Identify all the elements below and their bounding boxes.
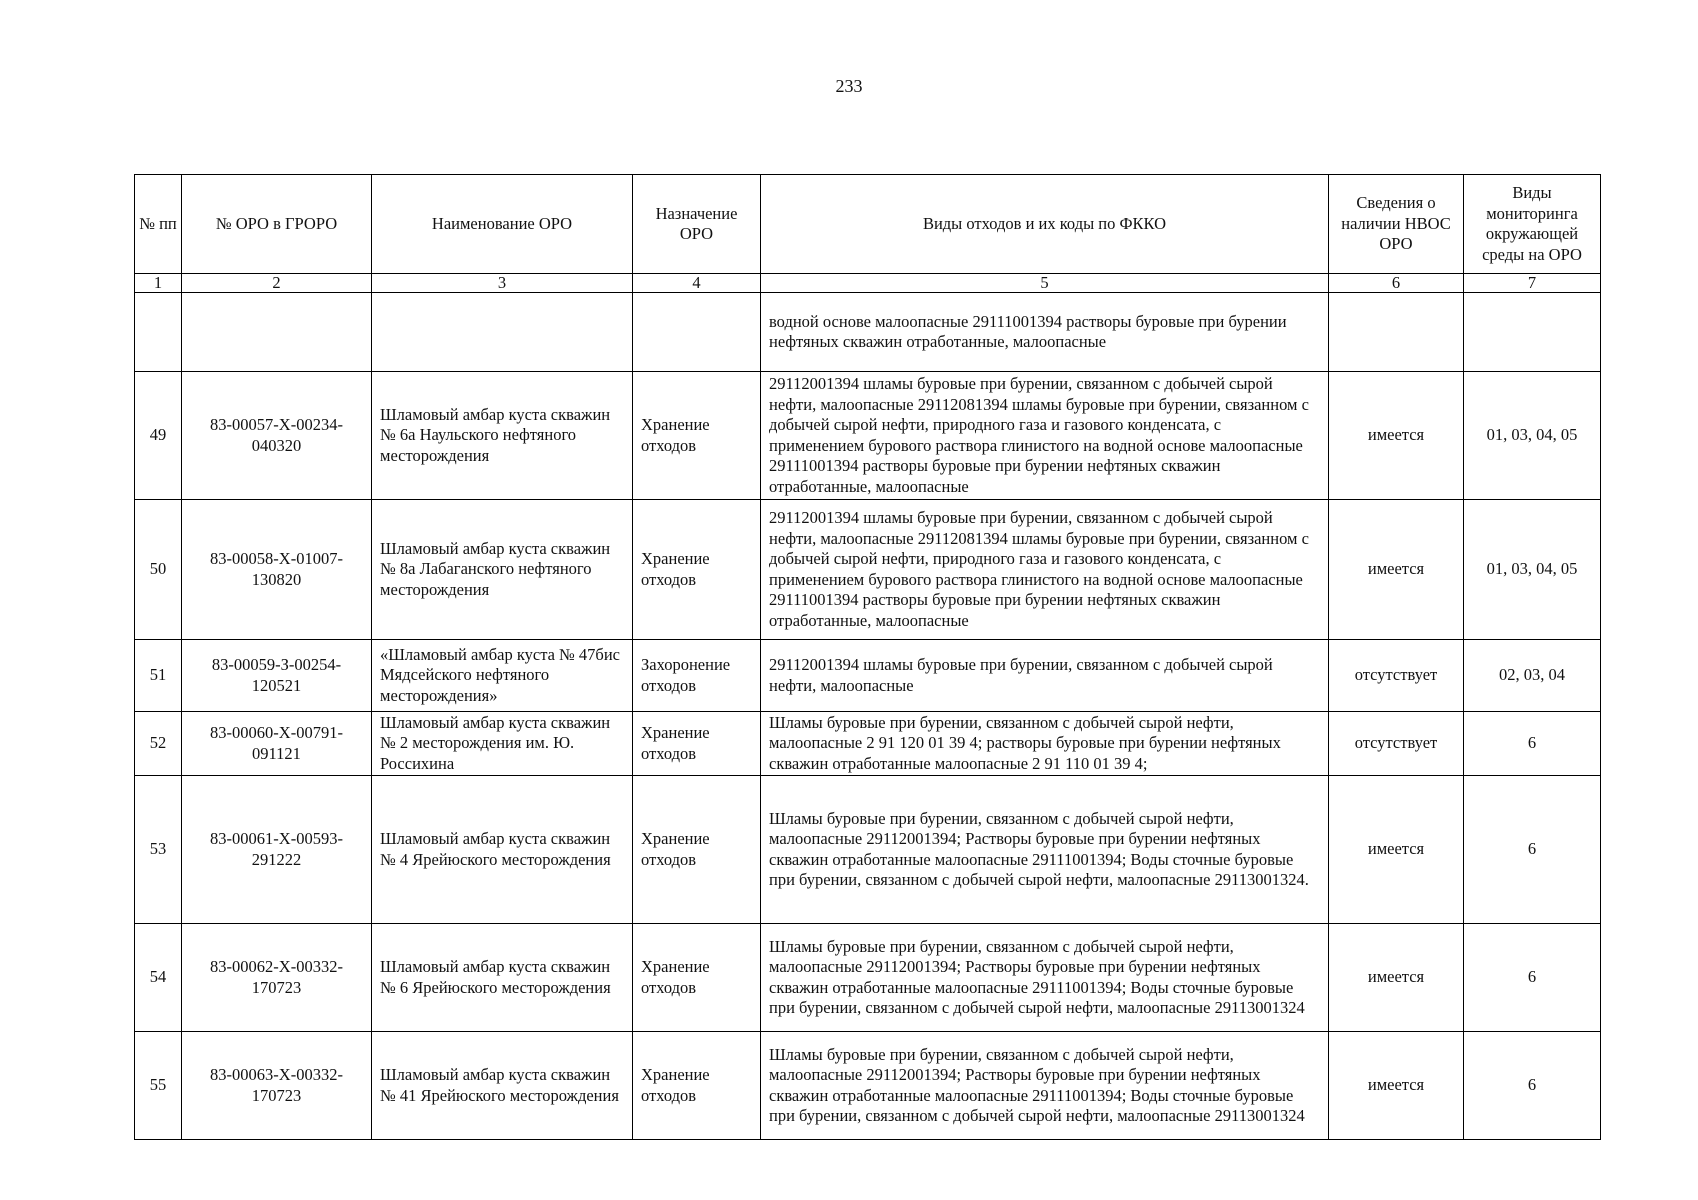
monitoring-types: 01, 03, 04, 05 (1464, 372, 1601, 500)
column-number: 3 (372, 274, 633, 293)
facility-purpose: Хранение отходов (633, 712, 761, 776)
column-number: 7 (1464, 274, 1601, 293)
registry-number: 83-00060-Х-00791-091121 (182, 712, 372, 776)
row-number: 54 (135, 924, 182, 1032)
waste-facilities-table (134, 174, 1601, 1140)
column-number: 2 (182, 274, 372, 293)
column-number: 5 (761, 274, 1329, 293)
waste-types: 29112001394 шламы буровые при бурении, связанном с добычей сырой нефти, малоопасные (761, 640, 1329, 712)
table-row (135, 776, 1601, 924)
row-number: 52 (135, 712, 182, 776)
column-number: 6 (1329, 274, 1464, 293)
monitoring-types (1464, 293, 1601, 372)
header-row-number: № пп (135, 175, 182, 274)
monitoring-types: 6 (1464, 712, 1601, 776)
waste-types: 29112001394 шламы буровые при бурении, связанном с добычей сырой нефти, малоопасные 29112081394 шламы буровые при бурении, связанном с добычей сырой нефти, природного газа и газового конденсата, с применением бурового раствора глинистого на водной основе малоопасные 29111001394 растворы буровые при бурении нефтяных скважин отработанные, малоопасные (761, 500, 1329, 640)
monitoring-types: 6 (1464, 1032, 1601, 1140)
row-number: 55 (135, 1032, 182, 1140)
row-number: 49 (135, 372, 182, 500)
registry-number: 83-00062-Х-00332-170723 (182, 924, 372, 1032)
row-number: 50 (135, 500, 182, 640)
nvos-status: имеется (1329, 776, 1464, 924)
table-row (135, 372, 1601, 500)
column-numbers-row (135, 274, 1601, 293)
waste-types: Шламы буровые при бурении, связанном с добычей сырой нефти, малоопасные 29112001394; Растворы буровые при бурении нефтяных скважин отработанные малоопасные 29111001394; Воды сточные буровые при бурении, связанном с добычей сырой нефти, малоопасные 29113001324 (761, 1032, 1329, 1140)
facility-purpose: Захоронение отходов (633, 640, 761, 712)
nvos-status: имеется (1329, 1032, 1464, 1140)
facility-name: Шламовый амбар куста скважин № 6а Наульского нефтяного месторождения (372, 372, 633, 500)
facility-name: Шламовый амбар куста скважин № 8а Лабаганского нефтяного месторождения (372, 500, 633, 640)
header-nvos-info: Сведения о наличии НВОС ОРО (1329, 175, 1464, 274)
facility-name: Шламовый амбар куста скважин № 2 месторождения им. Ю. Россихина (372, 712, 633, 776)
facility-purpose (633, 293, 761, 372)
facility-purpose: Хранение отходов (633, 924, 761, 1032)
header-purpose: Назначение ОРО (633, 175, 761, 274)
facility-name (372, 293, 633, 372)
header-facility-name: Наименование ОРО (372, 175, 633, 274)
table-row (135, 293, 1601, 372)
nvos-status: имеется (1329, 372, 1464, 500)
registry-number: 83-00057-Х-00234-040320 (182, 372, 372, 500)
column-number: 1 (135, 274, 182, 293)
header-waste-types: Виды отходов и их коды по ФККО (761, 175, 1329, 274)
registry-number: 83-00063-Х-00332-170723 (182, 1032, 372, 1140)
facility-name: Шламовый амбар куста скважин № 6 Ярейюского месторождения (372, 924, 633, 1032)
nvos-status: имеется (1329, 500, 1464, 640)
monitoring-types: 6 (1464, 924, 1601, 1032)
header-registry-number: № ОРО в ГРОРО (182, 175, 372, 274)
registry-number: 83-00059-З-00254-120521 (182, 640, 372, 712)
header-monitoring-types: Виды мониторинга окружающей среды на ОРО (1464, 175, 1601, 274)
waste-types: Шламы буровые при бурении, связанном с добычей сырой нефти, малоопасные 29112001394; Растворы буровые при бурении нефтяных скважин отработанные малоопасные 29111001394; Воды сточные буровые при бурении, связанном с добычей сырой нефти, малоопасные 29113001324 (761, 924, 1329, 1032)
monitoring-types: 01, 03, 04, 05 (1464, 500, 1601, 640)
row-number: 51 (135, 640, 182, 712)
table-row (135, 1032, 1601, 1140)
table-row (135, 640, 1601, 712)
nvos-status: отсутствует (1329, 712, 1464, 776)
registry-number (182, 293, 372, 372)
nvos-status: имеется (1329, 924, 1464, 1032)
waste-types: Шламы буровые при бурении, связанном с добычей сырой нефти, малоопасные 29112001394; Растворы буровые при бурении нефтяных скважин отработанные малоопасные 29111001394; Воды сточные буровые при бурении, связанном с добычей сырой нефти, малоопасные 29113001324. (761, 776, 1329, 924)
facility-name: «Шламовый амбар куста № 47бис Мядсейского нефтяного месторождения» (372, 640, 633, 712)
table-header-row (135, 175, 1601, 274)
registry-number: 83-00061-Х-00593-291222 (182, 776, 372, 924)
row-number (135, 293, 182, 372)
monitoring-types: 6 (1464, 776, 1601, 924)
waste-types: водной основе малоопасные 29111001394 растворы буровые при бурении нефтяных скважин отработанные, малоопасные (761, 293, 1329, 372)
table-row (135, 500, 1601, 640)
facility-purpose: Хранение отходов (633, 776, 761, 924)
table-row (135, 712, 1601, 776)
monitoring-types: 02, 03, 04 (1464, 640, 1601, 712)
facility-name: Шламовый амбар куста скважин № 41 Ярейюского месторождения (372, 1032, 633, 1140)
waste-types: 29112001394 шламы буровые при бурении, связанном с добычей сырой нефти, малоопасные 29112081394 шламы буровые при бурении, связанном с добычей сырой нефти, природного газа и газового конденсата, с применением бурового раствора глинистого на водной основе малоопасные 29111001394 растворы буровые при бурении нефтяных скважин отработанные, малоопасные (761, 372, 1329, 500)
row-number: 53 (135, 776, 182, 924)
facility-purpose: Хранение отходов (633, 500, 761, 640)
facility-purpose: Хранение отходов (633, 372, 761, 500)
nvos-status (1329, 293, 1464, 372)
waste-types: Шламы буровые при бурении, связанном с добычей сырой нефти, малоопасные 2 91 120 01 39 4; растворы буровые при бурении нефтяных скважин отработанные малоопасные 2 91 110 01 39 4; (761, 712, 1329, 776)
page-number: 233 (835, 76, 863, 96)
facility-name: Шламовый амбар куста скважин № 4 Ярейюского месторождения (372, 776, 633, 924)
registry-number: 83-00058-Х-01007-130820 (182, 500, 372, 640)
column-number: 4 (633, 274, 761, 293)
facility-purpose: Хранение отходов (633, 1032, 761, 1140)
nvos-status: отсутствует (1329, 640, 1464, 712)
table-row (135, 924, 1601, 1032)
